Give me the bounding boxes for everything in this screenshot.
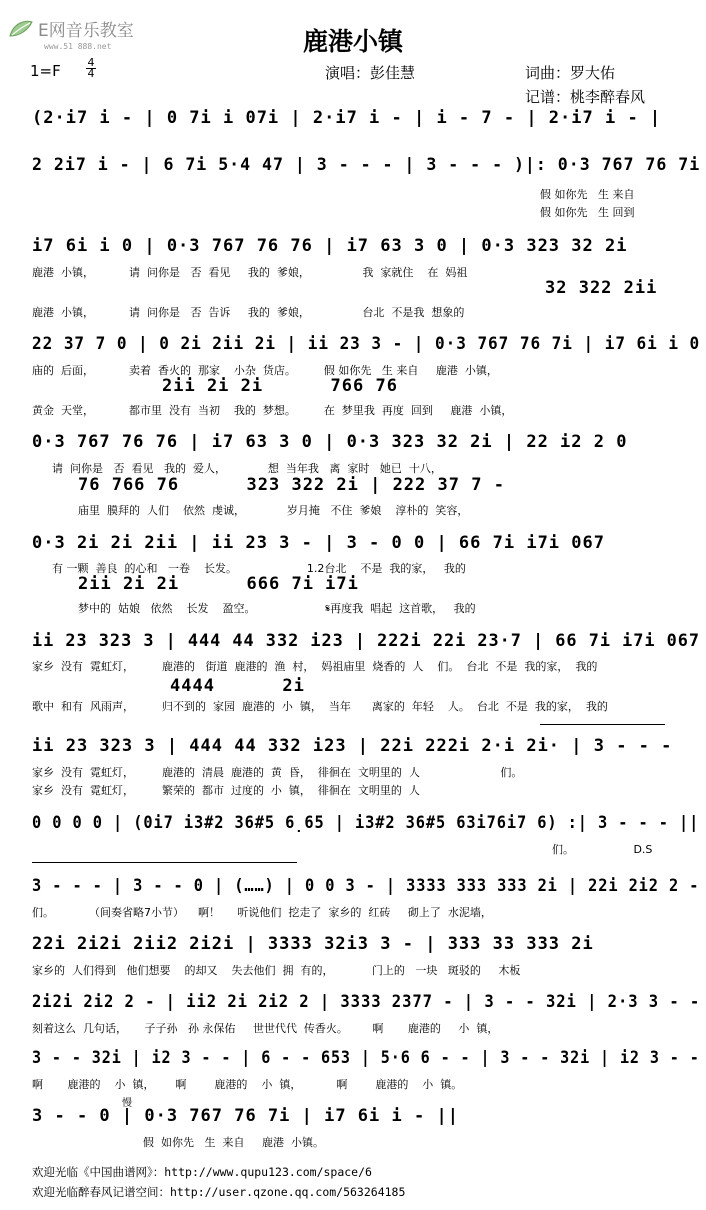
score-line: 2ii 2i 2i 766 76 (162, 376, 398, 396)
volta-bracket-2 (32, 862, 297, 863)
lyric-line: 请 问你是 否 看见 我的 爱人， 想 当年我 离 家时 她已 十八， (52, 462, 442, 475)
score-line: (2·i7 i - | 0 7i i 07i | 2·i7 i - | i - 7 - | 2·i7 i - | (32, 108, 662, 128)
score-line: i7 6i i 0 | 0·3 767 76 76 | i7 63 3 0 | 0·3 323 32 2i (32, 236, 628, 256)
score-line: 32 322 2ii (545, 278, 658, 298)
score-line: 0 0 0 0 | (0i7 i3#2 36#5 6̣65 | i3#2 36#5 63i76i7 6) :| 3 - - - || (32, 813, 700, 833)
lyric-line: 梦中的 姑娘 依然 长发 盈空。 𝄋再度我 唱起 这首歌， 我的 (78, 602, 476, 615)
lyric-line: 有 一颗 善良 的心和 一卷 长发。 1.2台北 不是 我的家， 我的 (52, 562, 466, 575)
lyric-line: 鹿港 小镇， 请 问你是 否 告诉 我的 爹娘， 台北 不是我 想象的 (32, 306, 465, 319)
score-line: 2i2i 2i2 2 - | ii2 2i 2i2 2 | 3333 2377 - | 3 - - 32i | 2·3 3 - - (32, 992, 701, 1012)
score-line: ii 23 323 3 | 444 44 332 i23 | 222i 22i 23·7 | 66 7i i7i 067 (32, 631, 701, 651)
score-line: 0·3 2i 2i 2ii | ii 23 3 - | 3 - 0 0 | 66 7i i7i 067 (32, 533, 605, 553)
transcriber-credit: 记谱：桃李醉春风 (525, 88, 646, 106)
lyric-line: 鹿港 小镇， 请 问你是 否 看见 我的 爹娘， 我 家就住 在 妈祖 (32, 266, 468, 279)
lyric-line: 刻着这么 几句话， 子子孙 孙 永保佑 世世代代 传香火。 啊 鹿港的 小 镇， (32, 1022, 499, 1035)
lyric-line: 歌中 和有 风雨声， 归不到的 家园 鹿港的 小 镇， 当年 离家的 年轻 人。 台北 不是 我的家， 我的 (32, 700, 608, 713)
composer-credit: 词曲：罗大佑 (525, 64, 616, 82)
lyric-line: 家乡的 人们得到 他们想要 的却又 失去他们 拥 有的， 门上的 一块 斑驳的 木板 (32, 964, 521, 977)
lyric-line: 家乡 没有 霓虹灯， 繁荣的 都市 过度的 小 镇， 徘徊在 文明里的 人 (32, 784, 420, 797)
lyric-line: 啊 鹿港的 小 镇， 啊 鹿港的 小 镇， 啊 鹿港的 小 镇。 (32, 1078, 463, 1091)
lyric-line: 家乡 没有 霓虹灯， 鹿港的 清晨 鹿港的 黄 昏， 徘徊在 文明里的 人 们。 (32, 766, 523, 779)
score-line: 4444 2i (170, 676, 305, 696)
logo-text: E网音乐教室 (38, 21, 134, 41)
score-line: 3 - - 0 | 0·3 767 76 7i | i7 6i i - || (32, 1106, 459, 1126)
volta-bracket-1 (540, 724, 665, 725)
key-signature: 1=F (30, 62, 61, 80)
lyric-line: 假 如你先 生 来自 鹿港 小镇。 (143, 1136, 324, 1149)
lyric-line: 庙里 膜拜的 人们 依然 虔诚， 岁月掩 不住 爹娘 淳朴的 笑容， (78, 504, 469, 517)
score-line: ii 23 323 3 | 444 44 332 i23 | 22i 222i 2·i 2i· | 3 - - - (32, 736, 673, 756)
score-line: 22 37 7 0 | 0 2i 2ii 2i | ii 23 3 - | 0·3 767 76 7i | i7 6i i 0 (32, 334, 701, 354)
score-line: 2 2i7 i - | 6 7i 5·4 47 | 3 - - - | 3 - - - )|: 0·3 767 76 7i (32, 155, 701, 175)
score-line: 76 766 76 323 322 2i | 222 37 7 - (78, 475, 505, 495)
logo-url[interactable]: www.51 888.net (44, 42, 112, 51)
score-line: 2ii 2i 2i 666 7i i7i (78, 574, 359, 594)
lyric-line: 们。 D.S (552, 843, 653, 856)
footer-link-qupu[interactable]: 欢迎光临《中国曲谱网》：http://www.qupu123.com/space/6 (32, 1165, 372, 1179)
singer-credit: 演唱：彭佳慧 (325, 64, 416, 82)
lyric-line: 假 如你先 生 回到 (540, 206, 635, 219)
lyric-line: 庙的 后面， 卖着 香火的 那家 小杂 货店。 假 如你先 生 来自 鹿港 小镇， (32, 364, 498, 377)
lyric-line: 假 如你先 生 来自 (540, 188, 635, 201)
time-signature (86, 58, 96, 79)
tempo-marking: 慢 (122, 1098, 132, 1109)
lyric-line: 们。 （间奏省略7小节） 啊！ 听说他们 挖走了 家乡的 红砖 砌上了 水泥墙， (32, 906, 492, 919)
page-title: 鹿港小镇 (302, 27, 403, 56)
lyric-line: 家乡 没有 霓虹灯， 鹿港的 街道 鹿港的 渔 村， 妈祖庙里 烧香的 人 们。 台北 不是 我的家， 我的 (32, 660, 598, 673)
time-signature-top: 4 (87, 56, 95, 69)
time-signature-bottom: 4 (87, 67, 95, 80)
lyric-line: 黄金 天堂， 都市里 没有 当初 我的 梦想。 在 梦里我 再度 回到 鹿港 小镇， (32, 404, 513, 417)
score-line: 3 - - - | 3 - - 0 | (……) | 0 0 3 - | 3333 333 333 2i | 22i 2i2 2 - (32, 876, 700, 896)
footer-link-qzone[interactable]: 欢迎光临醉春风记谱空间：http://user.qzone.qq.com/563264185 (32, 1185, 406, 1199)
score-line: 0·3 767 76 76 | i7 63 3 0 | 0·3 323 32 2i | 22 i2 2 0 (32, 432, 628, 452)
score-line: 3 - - 32i | i2 3 - - | 6 - - 653 | 5·6 6 - - | 3 - - 32i | i2 3 - - (32, 1048, 700, 1068)
score-line: 22i 2i2i 2ii2 2i2i | 3333 32i3 3 - | 333 33 333 2i (32, 934, 594, 954)
